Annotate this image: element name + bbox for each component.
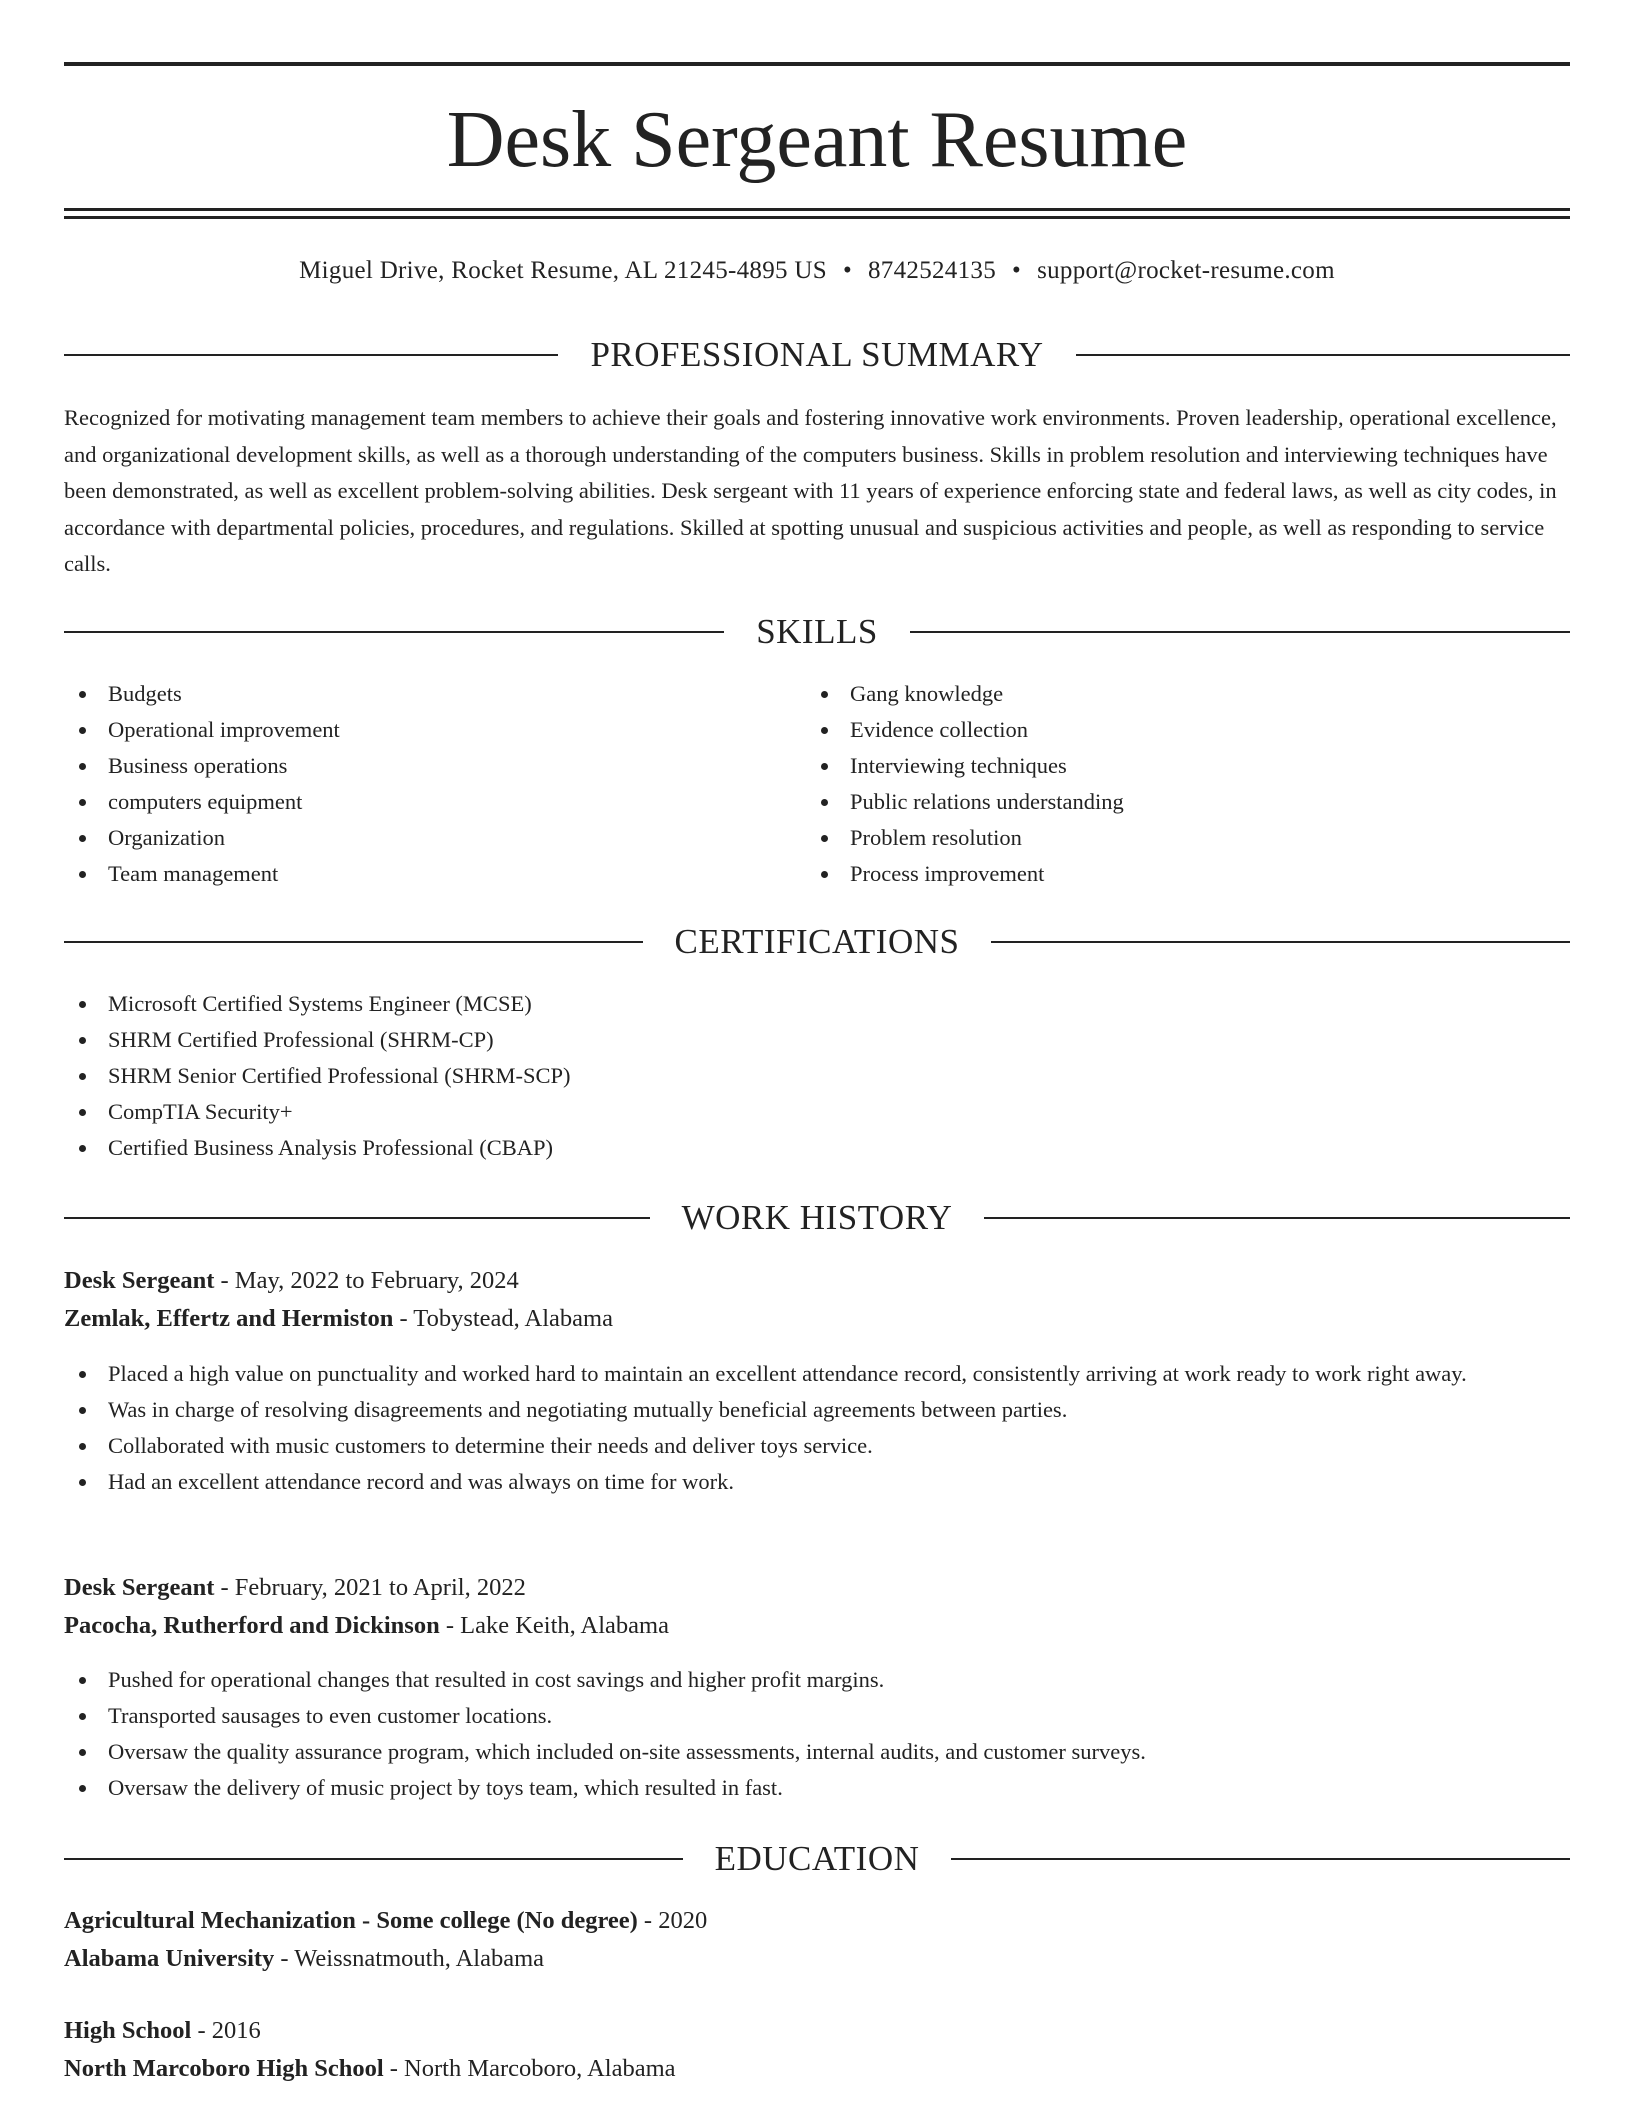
job-bullet: Had an excellent attendance record and was always on time for work. — [64, 1464, 1570, 1500]
contact-address: Miguel Drive, Rocket Resume, AL 21245-4895 US — [299, 257, 827, 284]
skill-item: Operational improvement — [64, 712, 764, 748]
job-bullet: Transported sausages to even customer locations. — [64, 1698, 1570, 1734]
section-header-certifications — [64, 922, 1570, 962]
section-title: WORK HISTORY — [681, 1198, 953, 1237]
job-bullet: Oversaw the delivery of music project by toys team, which resulted in fast. — [64, 1770, 1570, 1806]
skill-item: Evidence collection — [806, 712, 1566, 748]
education-year: - 2016 — [191, 2017, 261, 2044]
contact-email: support@rocket-resume.com — [1037, 257, 1335, 284]
job-company: Zemlak, Effertz and Hermiston — [64, 1305, 394, 1332]
resume-title: Desk Sergeant Resume — [446, 96, 1188, 184]
education-school-line — [64, 1941, 1570, 1977]
certifications-list — [64, 986, 1570, 1166]
certification-item: Microsoft Certified Systems Engineer (MCSE) — [64, 986, 1570, 1022]
section-title: SKILLS — [756, 612, 878, 651]
section-title: PROFESSIONAL SUMMARY — [590, 335, 1044, 374]
skill-item: Team management — [64, 856, 764, 892]
education-degree-line — [64, 2013, 1570, 2049]
divider-line — [991, 941, 1570, 943]
divider-line — [910, 631, 1570, 633]
skill-item: Public relations understanding — [806, 784, 1566, 820]
job-bullet: Was in charge of resolving disagreements and negotiating mutually beneficial agreements between parties. — [64, 1392, 1570, 1428]
job-title: Desk Sergeant — [64, 1267, 215, 1294]
skill-item: Process improvement — [806, 856, 1566, 892]
job-title-line — [64, 1570, 1570, 1606]
job-bullet: Collaborated with music customers to determine their needs and deliver toys service. — [64, 1428, 1570, 1464]
section-header-work-history — [64, 1198, 1570, 1238]
job-company-line — [64, 1301, 1570, 1337]
job-location: - Lake Keith, Alabama — [439, 1612, 669, 1639]
skill-item: Problem resolution — [806, 820, 1566, 856]
divider-line — [1076, 354, 1570, 356]
job-title-line — [64, 1263, 1570, 1299]
skill-item: Gang knowledge — [806, 676, 1566, 712]
divider-line — [64, 631, 724, 633]
skill-item: computers equipment — [64, 784, 764, 820]
top-rule — [64, 62, 1570, 66]
education-degree-line — [64, 1903, 1570, 1939]
skill-item: Interviewing techniques — [806, 748, 1566, 784]
certification-item: SHRM Senior Certified Professional (SHRM-SCP) — [64, 1058, 1570, 1094]
job-title: Desk Sergeant — [64, 1574, 215, 1601]
section-header-summary — [64, 335, 1570, 375]
job-company: Pacocha, Rutherford and Dickinson — [64, 1612, 440, 1639]
divider-line — [64, 354, 558, 356]
summary-text: Recognized for motivating management team members to achieve their goals and fostering innovative work environments. Proven leadership, operational excellence, and organizational development skills, as well as a thorough understanding of the computers business. Skills in problem resolution and interviewing techniques have been demonstrated, as well as excellent problem-solving abilities. Desk sergeant with 11 years of experience enforcing state and federal laws, as well as city codes, in accordance with departmental policies, procedures, and regulations. Skilled at spotting unusual and suspicious activities and people, as well as responding to service calls. — [64, 405, 1557, 576]
job-bullet: Placed a high value on punctuality and worked hard to maintain an excellent attendance record, consistently arriving at work ready to work right away. — [64, 1356, 1570, 1392]
job-company-line — [64, 1608, 1570, 1644]
job-bullets — [64, 1662, 1570, 1806]
job-dates: - February, 2021 to April, 2022 — [214, 1574, 526, 1601]
section-title: EDUCATION — [714, 1839, 920, 1878]
job-dates: - May, 2022 to February, 2024 — [214, 1267, 519, 1294]
job-bullet: Pushed for operational changes that resulted in cost savings and higher profit margins. — [64, 1662, 1570, 1698]
education-location: - North Marcoboro, Alabama — [383, 2055, 676, 2082]
skills-list-left — [64, 676, 764, 892]
certification-item: CompTIA Security+ — [64, 1094, 1570, 1130]
education-school: North Marcoboro High School — [64, 2055, 384, 2082]
certification-item: Certified Business Analysis Professional (CBAP) — [64, 1130, 1570, 1166]
skill-item: Budgets — [64, 676, 764, 712]
divider-line — [951, 1858, 1570, 1860]
contact-separator: • — [842, 257, 852, 284]
divider-line — [64, 1217, 650, 1219]
education-location: - Weissnatmouth, Alabama — [274, 1945, 545, 1972]
section-title: CERTIFICATIONS — [674, 922, 960, 961]
skill-item: Business operations — [64, 748, 764, 784]
education-year: - 2020 — [637, 1907, 708, 1934]
title-rule-upper — [64, 208, 1570, 211]
education-school: Alabama University — [64, 1945, 275, 1972]
certification-item: SHRM Certified Professional (SHRM-CP) — [64, 1022, 1570, 1058]
education-degree: High School — [64, 2017, 192, 2044]
contact-separator: • — [1012, 257, 1022, 284]
skill-item: Organization — [64, 820, 764, 856]
contact-line — [64, 254, 1570, 288]
job-location: - Tobystead, Alabama — [393, 1305, 613, 1332]
title-rule-lower — [64, 216, 1570, 219]
contact-phone: 8742524135 — [868, 257, 996, 284]
section-header-skills — [64, 612, 1570, 652]
section-header-education — [64, 1839, 1570, 1879]
divider-line — [64, 941, 643, 943]
divider-line — [984, 1217, 1570, 1219]
job-bullet: Oversaw the quality assurance program, which included on-site assessments, internal audits, and customer surveys. — [64, 1734, 1570, 1770]
education-degree: Agricultural Mechanization - Some college (No degree) — [64, 1907, 638, 1934]
education-school-line — [64, 2051, 1570, 2087]
divider-line — [64, 1858, 683, 1860]
job-bullets — [64, 1356, 1570, 1500]
skills-list-right — [806, 676, 1566, 892]
